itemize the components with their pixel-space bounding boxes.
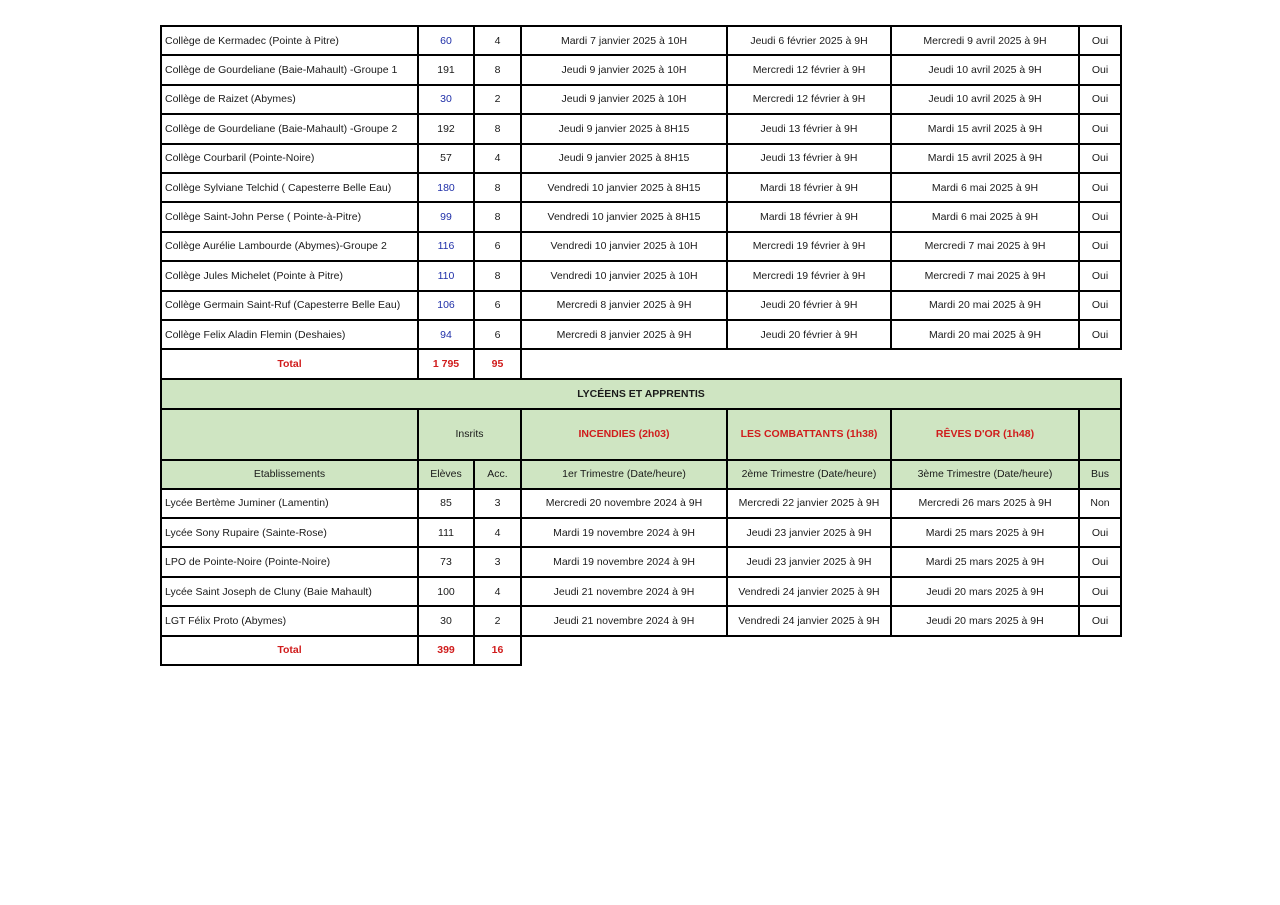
college-row: [161, 55, 1121, 84]
establishment-name: Collège de Gourdeliane (Baie-Mahault) -Groupe 1: [161, 55, 418, 84]
college-row: [161, 173, 1121, 202]
acc-count: 8: [474, 114, 521, 143]
film2-header: LES COMBATTANTS (1h38): [727, 409, 891, 460]
film1-header: INCENDIES (2h03): [521, 409, 727, 460]
trimestre2-date: Jeudi 6 février 2025 à 9H: [727, 26, 891, 55]
lycee-row: [161, 577, 1121, 606]
trimestre1-date: Mercredi 20 novembre 2024 à 9H: [521, 489, 727, 518]
establishment-name: Collège Felix Aladin Flemin (Deshaies): [161, 320, 418, 349]
total-acc: 95: [474, 349, 521, 378]
bus-status: Oui: [1079, 114, 1121, 143]
eleves-count: 111: [418, 518, 474, 547]
eleves-count: 60: [418, 26, 474, 55]
total-acc: 16: [474, 636, 521, 665]
eleves-count: 106: [418, 291, 474, 320]
trimestre1-date: Jeudi 21 novembre 2024 à 9H: [521, 577, 727, 606]
trimestre2-date: Jeudi 23 janvier 2025 à 9H: [727, 547, 891, 576]
trimestre3-date: Mercredi 26 mars 2025 à 9H: [891, 489, 1079, 518]
acc-count: 8: [474, 55, 521, 84]
trimestre2-date: Jeudi 13 février à 9H: [727, 114, 891, 143]
acc-count: 4: [474, 26, 521, 55]
trimestre1-date: Vendredi 10 janvier 2025 à 8H15: [521, 173, 727, 202]
trimestre2-date: Mercredi 12 février à 9H: [727, 85, 891, 114]
lycee-row: [161, 606, 1121, 635]
eleves-count: 99: [418, 202, 474, 231]
inscrits-header: Insrits: [418, 409, 521, 460]
blank-header: [161, 409, 418, 460]
college-row: [161, 202, 1121, 231]
trimestre3-date: Mardi 15 avril 2025 à 9H: [891, 144, 1079, 173]
col-etab: Etablissements: [161, 460, 418, 489]
empty-cell: [521, 636, 1121, 665]
bus-status: Oui: [1079, 55, 1121, 84]
trimestre1-date: Mardi 19 novembre 2024 à 9H: [521, 547, 727, 576]
eleves-count: 94: [418, 320, 474, 349]
empty-cell: [521, 349, 1121, 378]
acc-count: 3: [474, 547, 521, 576]
bus-status: Oui: [1079, 547, 1121, 576]
college-row: [161, 261, 1121, 290]
trimestre3-date: Mercredi 9 avril 2025 à 9H: [891, 26, 1079, 55]
col-t2: 2ème Trimestre (Date/heure): [727, 460, 891, 489]
college-row: [161, 320, 1121, 349]
column-header-row: [161, 460, 1121, 489]
establishment-name: Collège de Gourdeliane (Baie-Mahault) -Groupe 2: [161, 114, 418, 143]
acc-count: 6: [474, 320, 521, 349]
lycee-row: [161, 489, 1121, 518]
trimestre1-date: Jeudi 9 janvier 2025 à 10H: [521, 55, 727, 84]
col-eleves: Elèves: [418, 460, 474, 489]
college-total: [161, 349, 1121, 378]
college-row: [161, 26, 1121, 55]
acc-count: 8: [474, 173, 521, 202]
lycee-header: [161, 379, 1121, 489]
establishment-name: Collège Germain Saint-Ruf (Capesterre Belle Eau): [161, 291, 418, 320]
eleves-count: 73: [418, 547, 474, 576]
establishment-name: Lycée Sony Rupaire (Sainte-Rose): [161, 518, 418, 547]
lycee-total: [161, 636, 1121, 665]
bus-status: Oui: [1079, 85, 1121, 114]
bus-status: Oui: [1079, 26, 1121, 55]
college-rows: [161, 26, 1121, 349]
eleves-count: 192: [418, 114, 474, 143]
trimestre2-date: Vendredi 24 janvier 2025 à 9H: [727, 606, 891, 635]
blank-header: [1079, 409, 1121, 460]
college-row: [161, 85, 1121, 114]
college-row: [161, 144, 1121, 173]
eleves-count: 191: [418, 55, 474, 84]
trimestre2-date: Mercredi 19 février à 9H: [727, 261, 891, 290]
bus-status: Oui: [1079, 202, 1121, 231]
eleves-count: 116: [418, 232, 474, 261]
trimestre1-date: Vendredi 10 janvier 2025 à 8H15: [521, 202, 727, 231]
trimestre3-date: Jeudi 20 mars 2025 à 9H: [891, 577, 1079, 606]
establishment-name: Collège de Kermadec (Pointe à Pitre): [161, 26, 418, 55]
trimestre3-date: Jeudi 20 mars 2025 à 9H: [891, 606, 1079, 635]
trimestre3-date: Mardi 6 mai 2025 à 9H: [891, 173, 1079, 202]
trimestre1-date: Vendredi 10 janvier 2025 à 10H: [521, 261, 727, 290]
trimestre1-date: Jeudi 9 janvier 2025 à 8H15: [521, 114, 727, 143]
college-total-row: [161, 349, 1121, 378]
acc-count: 6: [474, 232, 521, 261]
bus-status: Oui: [1079, 261, 1121, 290]
film3-header: RÊVES D'OR (1h48): [891, 409, 1079, 460]
trimestre3-date: Mardi 15 avril 2025 à 9H: [891, 114, 1079, 143]
establishment-name: Collège Saint-John Perse ( Pointe-à-Pitre): [161, 202, 418, 231]
establishment-name: Collège Jules Michelet (Pointe à Pitre): [161, 261, 418, 290]
acc-count: 4: [474, 518, 521, 547]
trimestre2-date: Mardi 18 février à 9H: [727, 173, 891, 202]
trimestre1-date: Mardi 7 janvier 2025 à 10H: [521, 26, 727, 55]
col-acc: Acc.: [474, 460, 521, 489]
lycee-total-row: [161, 636, 1121, 665]
eleves-count: 30: [418, 85, 474, 114]
establishment-name: Collège Courbaril (Pointe-Noire): [161, 144, 418, 173]
bus-status: Oui: [1079, 291, 1121, 320]
bus-status: Oui: [1079, 173, 1121, 202]
trimestre2-date: Mercredi 12 février à 9H: [727, 55, 891, 84]
acc-count: 6: [474, 291, 521, 320]
trimestre1-date: Mercredi 8 janvier 2025 à 9H: [521, 291, 727, 320]
trimestre3-date: Jeudi 10 avril 2025 à 9H: [891, 85, 1079, 114]
film-header-row: [161, 409, 1121, 460]
col-bus: Bus: [1079, 460, 1121, 489]
schedule-table: [160, 25, 1122, 666]
eleves-count: 110: [418, 261, 474, 290]
trimestre3-date: Jeudi 10 avril 2025 à 9H: [891, 55, 1079, 84]
trimestre3-date: Mardi 25 mars 2025 à 9H: [891, 518, 1079, 547]
acc-count: 2: [474, 85, 521, 114]
eleves-count: 85: [418, 489, 474, 518]
acc-count: 4: [474, 144, 521, 173]
bus-status: Oui: [1079, 606, 1121, 635]
bus-status: Oui: [1079, 320, 1121, 349]
bus-status: Oui: [1079, 577, 1121, 606]
section-title-row: [161, 379, 1121, 409]
trimestre1-date: Mercredi 8 janvier 2025 à 9H: [521, 320, 727, 349]
trimestre3-date: Mercredi 7 mai 2025 à 9H: [891, 261, 1079, 290]
lycee-row: [161, 547, 1121, 576]
acc-count: 3: [474, 489, 521, 518]
establishment-name: Collège Aurélie Lambourde (Abymes)-Groupe 2: [161, 232, 418, 261]
lycee-row: [161, 518, 1121, 547]
trimestre3-date: Mardi 6 mai 2025 à 9H: [891, 202, 1079, 231]
trimestre2-date: Vendredi 24 janvier 2025 à 9H: [727, 577, 891, 606]
college-row: [161, 291, 1121, 320]
col-t1: 1er Trimestre (Date/heure): [521, 460, 727, 489]
acc-count: 8: [474, 202, 521, 231]
bus-status: Oui: [1079, 144, 1121, 173]
trimestre1-date: Vendredi 10 janvier 2025 à 10H: [521, 232, 727, 261]
trimestre2-date: Jeudi 23 janvier 2025 à 9H: [727, 518, 891, 547]
trimestre3-date: Mardi 20 mai 2025 à 9H: [891, 320, 1079, 349]
trimestre1-date: Jeudi 9 janvier 2025 à 8H15: [521, 144, 727, 173]
total-eleves: 399: [418, 636, 474, 665]
lycee-rows: [161, 489, 1121, 636]
trimestre2-date: Mercredi 22 janvier 2025 à 9H: [727, 489, 891, 518]
trimestre2-date: Jeudi 13 février à 9H: [727, 144, 891, 173]
acc-count: 2: [474, 606, 521, 635]
trimestre2-date: Mardi 18 février à 9H: [727, 202, 891, 231]
establishment-name: Collège de Raizet (Abymes): [161, 85, 418, 114]
section-title: LYCÉENS ET APPRENTIS: [161, 379, 1121, 409]
trimestre1-date: Mardi 19 novembre 2024 à 9H: [521, 518, 727, 547]
trimestre3-date: Mardi 25 mars 2025 à 9H: [891, 547, 1079, 576]
trimestre2-date: Mercredi 19 février à 9H: [727, 232, 891, 261]
establishment-name: LPO de Pointe-Noire (Pointe-Noire): [161, 547, 418, 576]
bus-status: Oui: [1079, 232, 1121, 261]
total-label: Total: [161, 349, 418, 378]
eleves-count: 30: [418, 606, 474, 635]
trimestre1-date: Jeudi 9 janvier 2025 à 10H: [521, 85, 727, 114]
bus-status: Oui: [1079, 518, 1121, 547]
acc-count: 4: [474, 577, 521, 606]
trimestre1-date: Jeudi 21 novembre 2024 à 9H: [521, 606, 727, 635]
establishment-name: Lycée Saint Joseph de Cluny (Baie Mahault): [161, 577, 418, 606]
trimestre3-date: Mercredi 7 mai 2025 à 9H: [891, 232, 1079, 261]
eleves-count: 100: [418, 577, 474, 606]
acc-count: 8: [474, 261, 521, 290]
college-row: [161, 232, 1121, 261]
eleves-count: 57: [418, 144, 474, 173]
college-row: [161, 114, 1121, 143]
establishment-name: Lycée Bertème Juminer (Lamentin): [161, 489, 418, 518]
establishment-name: Collège Sylviane Telchid ( Capesterre Belle Eau): [161, 173, 418, 202]
total-label: Total: [161, 636, 418, 665]
col-t3: 3ème Trimestre (Date/heure): [891, 460, 1079, 489]
trimestre2-date: Jeudi 20 février à 9H: [727, 320, 891, 349]
trimestre2-date: Jeudi 20 février à 9H: [727, 291, 891, 320]
establishment-name: LGT Félix Proto (Abymes): [161, 606, 418, 635]
bus-status: Non: [1079, 489, 1121, 518]
total-eleves: 1 795: [418, 349, 474, 378]
eleves-count: 180: [418, 173, 474, 202]
trimestre3-date: Mardi 20 mai 2025 à 9H: [891, 291, 1079, 320]
